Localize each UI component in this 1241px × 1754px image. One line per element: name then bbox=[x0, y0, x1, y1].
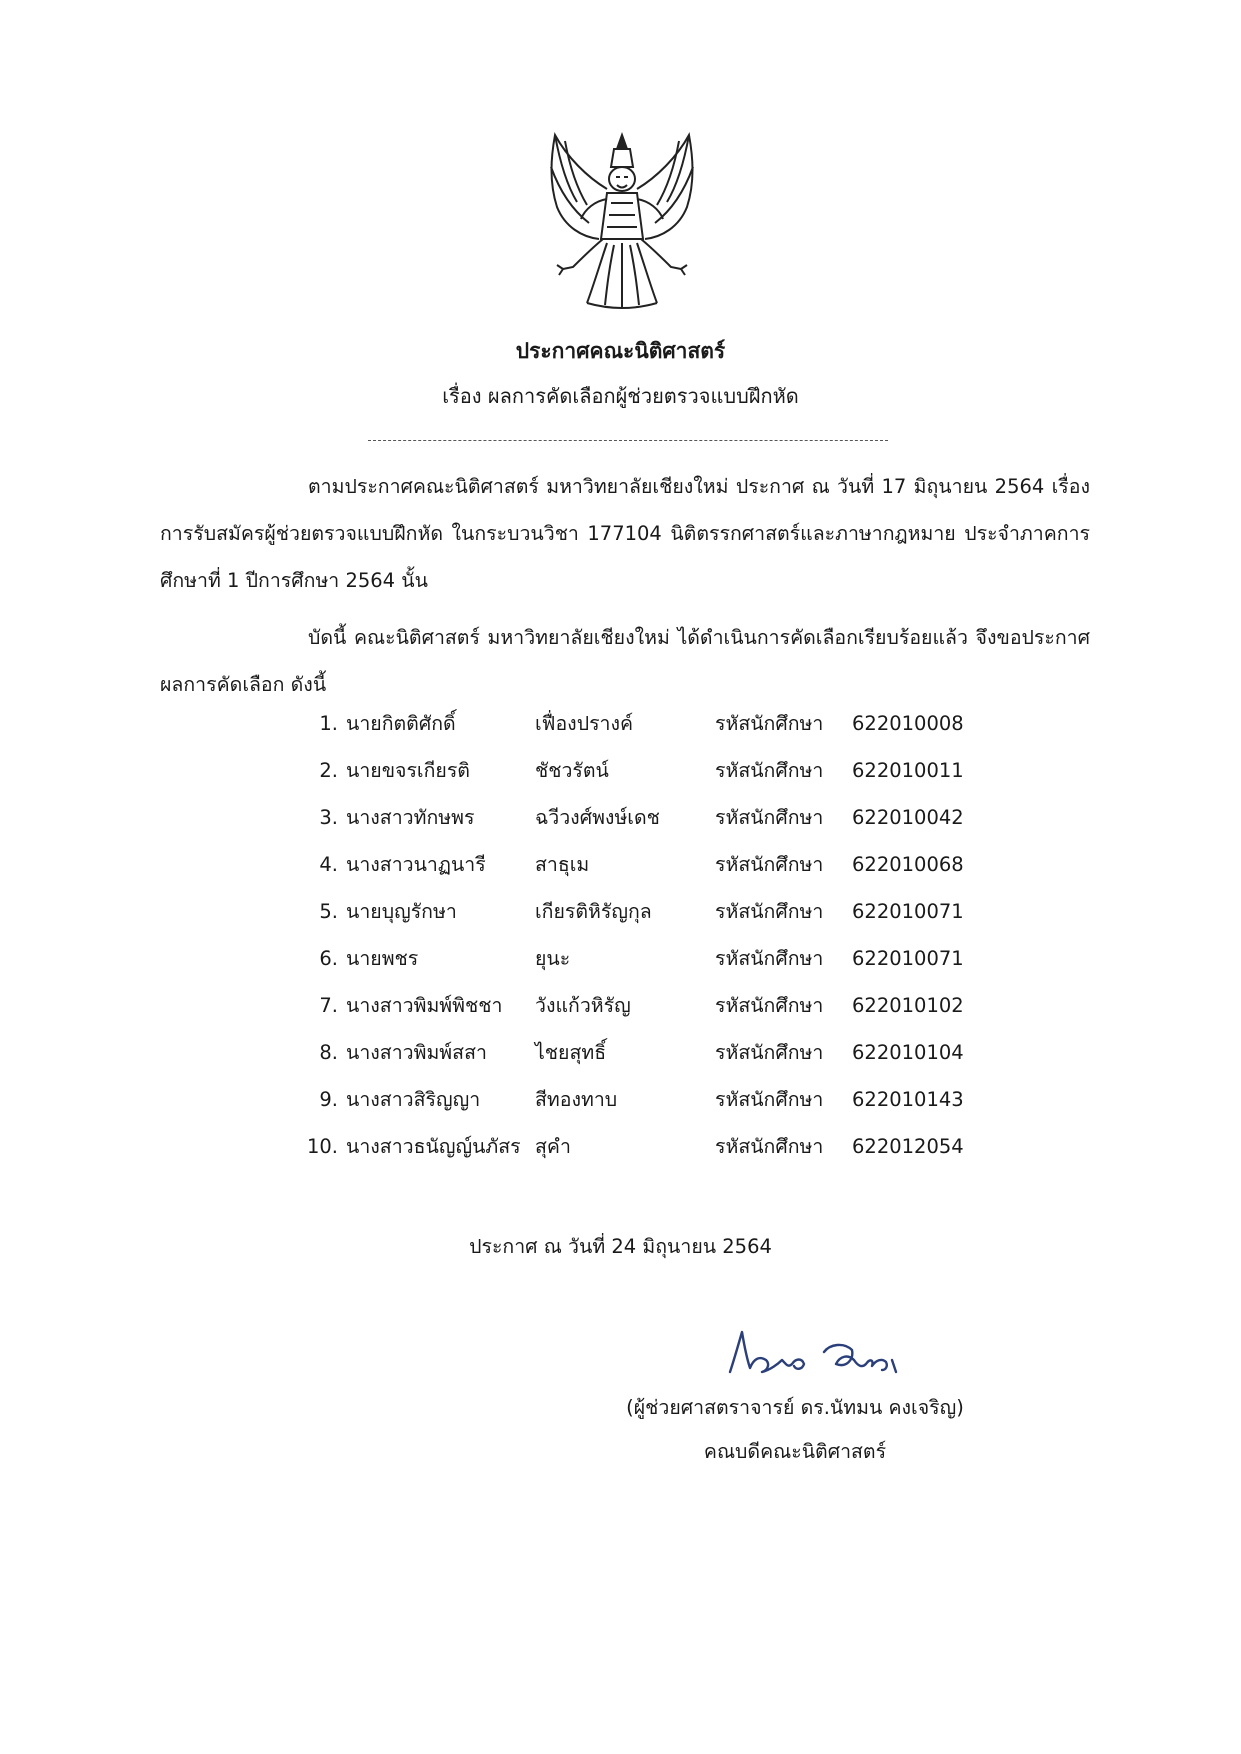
item-number: 2. bbox=[319, 759, 338, 782]
student-last-name: ยุนะ bbox=[535, 947, 571, 970]
list-item bbox=[300, 982, 1060, 1029]
student-first-name: นางสาวพิมพ์พิชชา bbox=[346, 994, 503, 1017]
student-id-label: รหัสนักศึกษา bbox=[715, 712, 824, 735]
student-id: 622010104 bbox=[852, 1041, 964, 1064]
student-id-label: รหัสนักศึกษา bbox=[715, 759, 824, 782]
student-first-name: นางสาวสิริญญา bbox=[346, 1088, 481, 1111]
student-first-name: นายบุญรักษา bbox=[346, 900, 457, 923]
student-first-name: นางสาวพิมพ์สสา bbox=[346, 1041, 487, 1064]
item-number: 7. bbox=[319, 994, 338, 1017]
student-id-label: รหัสนักศึกษา bbox=[715, 947, 824, 970]
dashed-divider bbox=[368, 440, 888, 441]
student-last-name: สาธุเม bbox=[535, 853, 590, 876]
student-id-label: รหัสนักศึกษา bbox=[715, 1135, 824, 1158]
student-id-label: รหัสนักศึกษา bbox=[715, 1088, 824, 1111]
list-item bbox=[300, 935, 1060, 982]
list-item bbox=[300, 1029, 1060, 1076]
announcement-date: ประกาศ ณ วันที่ 24 มิถุนายน 2564 bbox=[469, 1235, 772, 1258]
student-id-label: รหัสนักศึกษา bbox=[715, 994, 824, 1017]
student-id-label: รหัสนักศึกษา bbox=[715, 900, 824, 923]
student-last-name: ไชยสุทธิ์ bbox=[535, 1041, 607, 1064]
student-last-name: วังแก้วหิรัญ bbox=[535, 994, 631, 1017]
student-id: 622010068 bbox=[852, 853, 964, 876]
list-item bbox=[300, 841, 1060, 888]
student-id: 622012054 bbox=[852, 1135, 964, 1158]
student-first-name: นางสาวทักษพร bbox=[346, 806, 475, 829]
student-first-name: นางสาวธนัญญ์นภัสร bbox=[346, 1135, 521, 1158]
student-first-name: นายขจรเกียรติ bbox=[346, 759, 470, 782]
list-item bbox=[300, 747, 1060, 794]
intro-paragraph: ตามประกาศคณะนิติศาสตร์ มหาวิทยาลัยเชียงใหม่ ประกาศ ณ วันที่ 17 มิถุนายน 2564 เรื่อง การรับสมัครผู้ช่วยตรวจแบบฝึกหัด ในกระบวนวิชา 177104 นิติตรรกศาสตร์และภาษากฎหมาย ประจำภาคการศึกษาที่ 1 ปีการศึกษา 2564 นั้น bbox=[160, 475, 1090, 592]
student-first-name: นายกิตติศักดิ์ bbox=[346, 712, 456, 735]
student-list bbox=[300, 700, 1060, 1170]
item-number: 1. bbox=[319, 712, 338, 735]
student-last-name: ชัชวรัตน์ bbox=[535, 759, 609, 782]
student-first-name: นายพชร bbox=[346, 947, 419, 970]
signer-name: (ผู้ช่วยศาสตราจารย์ ดร.นัทมน คงเจริญ) bbox=[626, 1396, 964, 1419]
student-last-name: ฉวีวงศ์พงษ์เดช bbox=[535, 806, 660, 829]
list-item bbox=[300, 888, 1060, 935]
result-paragraph: บัดนี้ คณะนิติศาสตร์ มหาวิทยาลัยเชียงใหม่ ได้ดำเนินการคัดเลือกเรียบร้อยแล้ว จึงขอประกาศผลการคัดเลือก ดังนี้ bbox=[160, 626, 1090, 696]
item-number: 4. bbox=[319, 853, 338, 876]
signature-icon bbox=[720, 1320, 940, 1390]
list-item bbox=[300, 700, 1060, 747]
garuda-emblem-icon bbox=[537, 127, 707, 312]
student-id: 622010008 bbox=[852, 712, 964, 735]
item-number: 3. bbox=[319, 806, 338, 829]
list-item bbox=[300, 1123, 1060, 1170]
item-number: 10. bbox=[306, 1135, 338, 1158]
student-last-name: สุคำ bbox=[535, 1135, 571, 1158]
student-id-label: รหัสนักศึกษา bbox=[715, 1041, 824, 1064]
signer-position: คณบดีคณะนิติศาสตร์ bbox=[703, 1440, 887, 1463]
item-number: 8. bbox=[319, 1041, 338, 1064]
student-id: 622010011 bbox=[852, 759, 964, 782]
item-number: 9. bbox=[319, 1088, 338, 1111]
student-id-label: รหัสนักศึกษา bbox=[715, 853, 824, 876]
student-last-name: เฟื่องปรางค์ bbox=[535, 712, 634, 735]
item-number: 5. bbox=[319, 900, 338, 923]
student-id: 622010071 bbox=[852, 900, 964, 923]
student-id: 622010071 bbox=[852, 947, 964, 970]
student-last-name: เกียรติหิรัญกุล bbox=[535, 900, 652, 923]
list-item bbox=[300, 1076, 1060, 1123]
announcement-subject: เรื่อง ผลการคัดเลือกผู้ช่วยตรวจแบบฝึกหัด bbox=[442, 384, 799, 408]
student-first-name: นางสาวนาฏนารี bbox=[346, 853, 486, 876]
student-id: 622010143 bbox=[852, 1088, 964, 1111]
item-number: 6. bbox=[319, 947, 338, 970]
student-id-label: รหัสนักศึกษา bbox=[715, 806, 824, 829]
student-last-name: สีทองทาบ bbox=[535, 1088, 618, 1111]
list-item bbox=[300, 794, 1060, 841]
student-id: 622010102 bbox=[852, 994, 964, 1017]
student-id: 622010042 bbox=[852, 806, 964, 829]
announcement-title: ประกาศคณะนิติศาสตร์ bbox=[515, 339, 726, 363]
